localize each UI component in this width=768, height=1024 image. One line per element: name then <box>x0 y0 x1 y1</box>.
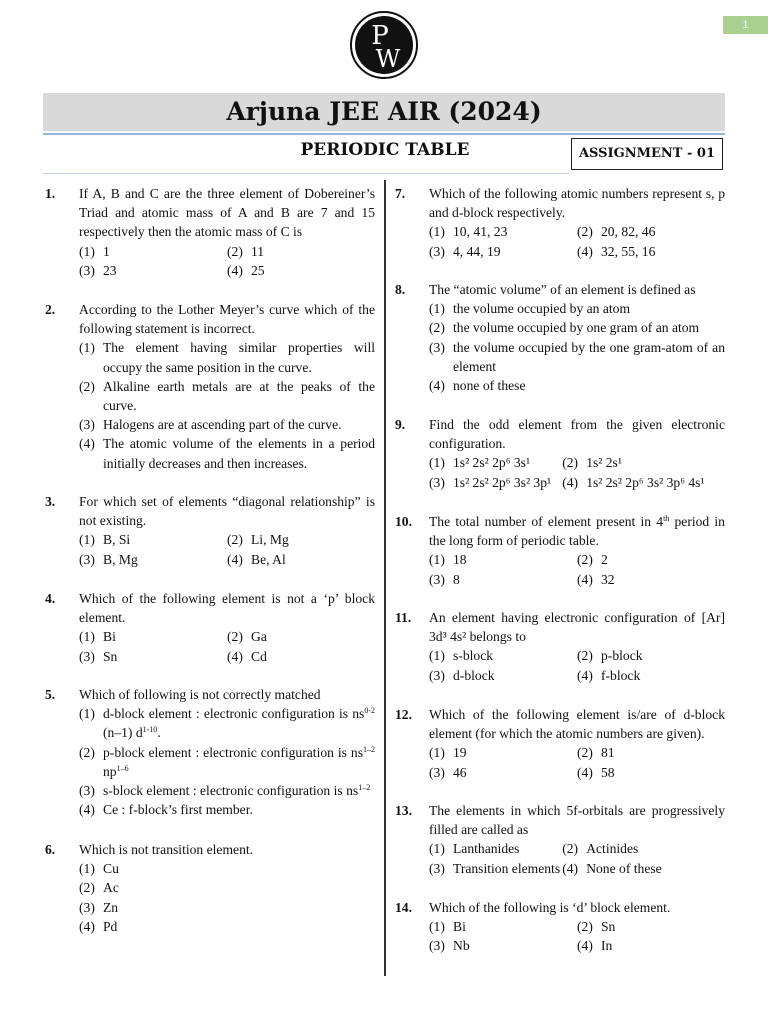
option-3: (3) 23 <box>79 262 117 278</box>
title-band <box>43 93 725 131</box>
logo-letter-w: W <box>375 45 401 73</box>
column-divider <box>384 180 386 976</box>
question-number: 13. <box>395 803 412 818</box>
options <box>79 530 375 568</box>
option-2: (2) p-block element : electronic configuration is $ns^{1-2}$ $np^{1-6}$ <box>79 744 375 779</box>
option-3: (3) B, Mg <box>79 551 138 567</box>
option-4: (4) Be, Al <box>227 551 286 567</box>
option-2: (2) Ac <box>79 880 119 896</box>
options <box>79 627 375 665</box>
question-stem: The total number of element present in 4th period in the long form of periodic table. <box>429 514 725 549</box>
question-number: 8. <box>395 282 406 297</box>
option-4: (4) Pd <box>79 918 118 934</box>
option-2: (2) the volume occupied by one gram of an atom <box>429 320 700 336</box>
question-number: 6. <box>45 842 56 857</box>
option-4: (4) 58 <box>577 764 615 780</box>
option-1: (1) B, Si <box>79 532 131 548</box>
assignment-label: ASSIGNMENT - 01 <box>571 138 723 170</box>
option-3: (3) Nb <box>429 938 470 954</box>
question-stem: Which of the following element is not a ‘p’ block element. <box>79 591 375 626</box>
option-2: (2) Actinides <box>562 841 639 857</box>
option-3: (3) Zn <box>79 899 119 915</box>
question-stem: The elements in which 5f-orbitals are progressively filled are called as <box>429 803 725 838</box>
option-4: (4) f-block <box>577 667 641 683</box>
question-number: 4. <box>45 591 56 606</box>
option-3: (3) 46 <box>429 764 467 780</box>
option-2: (2) Ga <box>227 629 267 645</box>
option-3: (3) Sn <box>79 648 118 664</box>
option-4: (4) None of these <box>562 860 662 876</box>
option-1: (1) 1s² 2s² 2p⁶ 3s¹ <box>429 455 531 471</box>
option-3: (3) s-block element : electronic configuration is $ns^{1-2}$ <box>79 783 371 798</box>
option-4: (4) 32 <box>577 571 615 587</box>
option-4: (4) In <box>577 938 613 954</box>
option-2: (2) Li, Mg <box>227 532 289 548</box>
question-number: 7. <box>395 186 406 201</box>
option-1: (1) s-block <box>429 648 494 664</box>
options <box>429 453 725 491</box>
option-4: (4) Cd <box>227 648 267 664</box>
question-number: 11. <box>395 610 412 625</box>
options <box>79 338 375 472</box>
option-1: (1) the volume occupied by an atom <box>429 301 631 317</box>
options <box>429 839 725 877</box>
question-stem: The “atomic volume” of an element is defined as <box>429 282 696 297</box>
options <box>429 299 725 395</box>
subject-heading: PERIODIC TABLE <box>300 140 470 160</box>
option-2: (2) 20, 82, 46 <box>577 224 656 240</box>
option-1: (1) 19 <box>429 745 467 761</box>
option-3: (3) d-block <box>429 667 495 683</box>
question-stem: Which of the following element is/are of d-block element (for which the atomic numbers are given). <box>429 707 725 742</box>
question-stem: Which of following is not correctly matched <box>79 687 321 702</box>
option-3: (3) 4, 44, 19 <box>429 243 501 259</box>
option-4: (4) 32, 55, 16 <box>577 243 656 259</box>
option-4: (4) Ce : f-block’s first member. <box>79 802 253 818</box>
option-2: (2) 2 <box>577 552 608 568</box>
options <box>79 859 375 936</box>
options <box>429 222 725 260</box>
option-1: (1) 1 <box>79 243 110 259</box>
option-4: (4) The atomic volume of the elements in a period initially decreases and then increases. <box>79 436 375 471</box>
option-1: (1) 18 <box>429 552 467 568</box>
option-1: (1) Bi <box>79 629 116 645</box>
option-4: (4) none of these <box>429 378 526 393</box>
question-stem: Which is not transition element. <box>79 842 254 857</box>
logo-letter-p: P <box>371 21 389 51</box>
option-1: (1) Bi <box>429 919 466 935</box>
option-1: (1) d-block element : electronic configuration is $ns^{0-2}$ (n–1) $d^{1-10}$. <box>79 706 375 741</box>
option-2: (2) p-block <box>577 648 643 664</box>
options <box>429 743 725 781</box>
option-3: (3) Halogens are at ascending part of the curve. <box>79 417 342 433</box>
option-1: (1) Lanthanides <box>429 841 520 857</box>
pw-logo <box>350 9 418 81</box>
options <box>79 242 375 280</box>
question-stem: Find the odd element from the given electronic configuration. <box>429 417 725 452</box>
subject-underline <box>43 173 570 174</box>
question-number: 10. <box>395 514 412 529</box>
title-underline <box>43 133 725 135</box>
question-stem: For which set of elements “diagonal relationship” is not existing. <box>79 494 375 529</box>
options <box>79 704 375 819</box>
option-3: (3) the volume occupied by the one gram-atom of an element <box>429 339 725 374</box>
question-stem: An element having electronic configuration of [Ar] 3d³ 4s² belongs to <box>429 610 725 645</box>
option-2: (2) Sn <box>577 919 616 935</box>
option-2: (2) Alkaline earth metals are at the peaks of the curve. <box>79 378 375 413</box>
question-stem: Which of the following atomic numbers represent s, p and d-block respectively. <box>429 186 725 221</box>
question-number: 5. <box>45 687 56 702</box>
options <box>429 646 725 684</box>
option-3: (3) 1s² 2s² 2p⁶ 3s² 3p¹ <box>429 474 552 490</box>
option-1: (1) 10, 41, 23 <box>429 224 508 240</box>
option-2: (2) 81 <box>577 745 615 761</box>
options <box>429 550 725 588</box>
document-title: Arjuna JEE AIR (2024) <box>226 97 542 126</box>
question-number: 1. <box>45 186 56 201</box>
option-4: (4) 1s² 2s² 2p⁶ 3s² 3p⁶ 4s¹ <box>562 474 705 490</box>
option-4: (4) 25 <box>227 262 265 278</box>
option-2: (2) 1s² 2s¹ <box>562 455 622 471</box>
question-number: 9. <box>395 417 406 432</box>
question-stem: Which of the following is ‘d’ block element. <box>429 900 671 915</box>
question-stem: According to the Lother Meyer’s curve which of the following statement is incorrect. <box>79 302 375 337</box>
question-number: 2. <box>45 302 56 317</box>
question-number: 14. <box>395 900 412 915</box>
question-stem: If A, B and C are the three element of Dobereiner’s Triad and atomic mass of A and B are 7 and 15 respectively then the atomic mass of C is <box>79 186 375 240</box>
page-number-badge: 1 <box>723 16 768 34</box>
option-3: (3) Transition elements <box>429 860 561 876</box>
option-1: (1) Cu <box>79 861 119 877</box>
question-number: 12. <box>395 707 412 722</box>
option-1: (1) The element having similar properties will occupy the same position in the curve. <box>79 340 375 375</box>
options <box>429 917 725 955</box>
option-3: (3) 8 <box>429 571 460 587</box>
question-number: 3. <box>45 494 56 509</box>
option-2: (2) 11 <box>227 243 265 259</box>
